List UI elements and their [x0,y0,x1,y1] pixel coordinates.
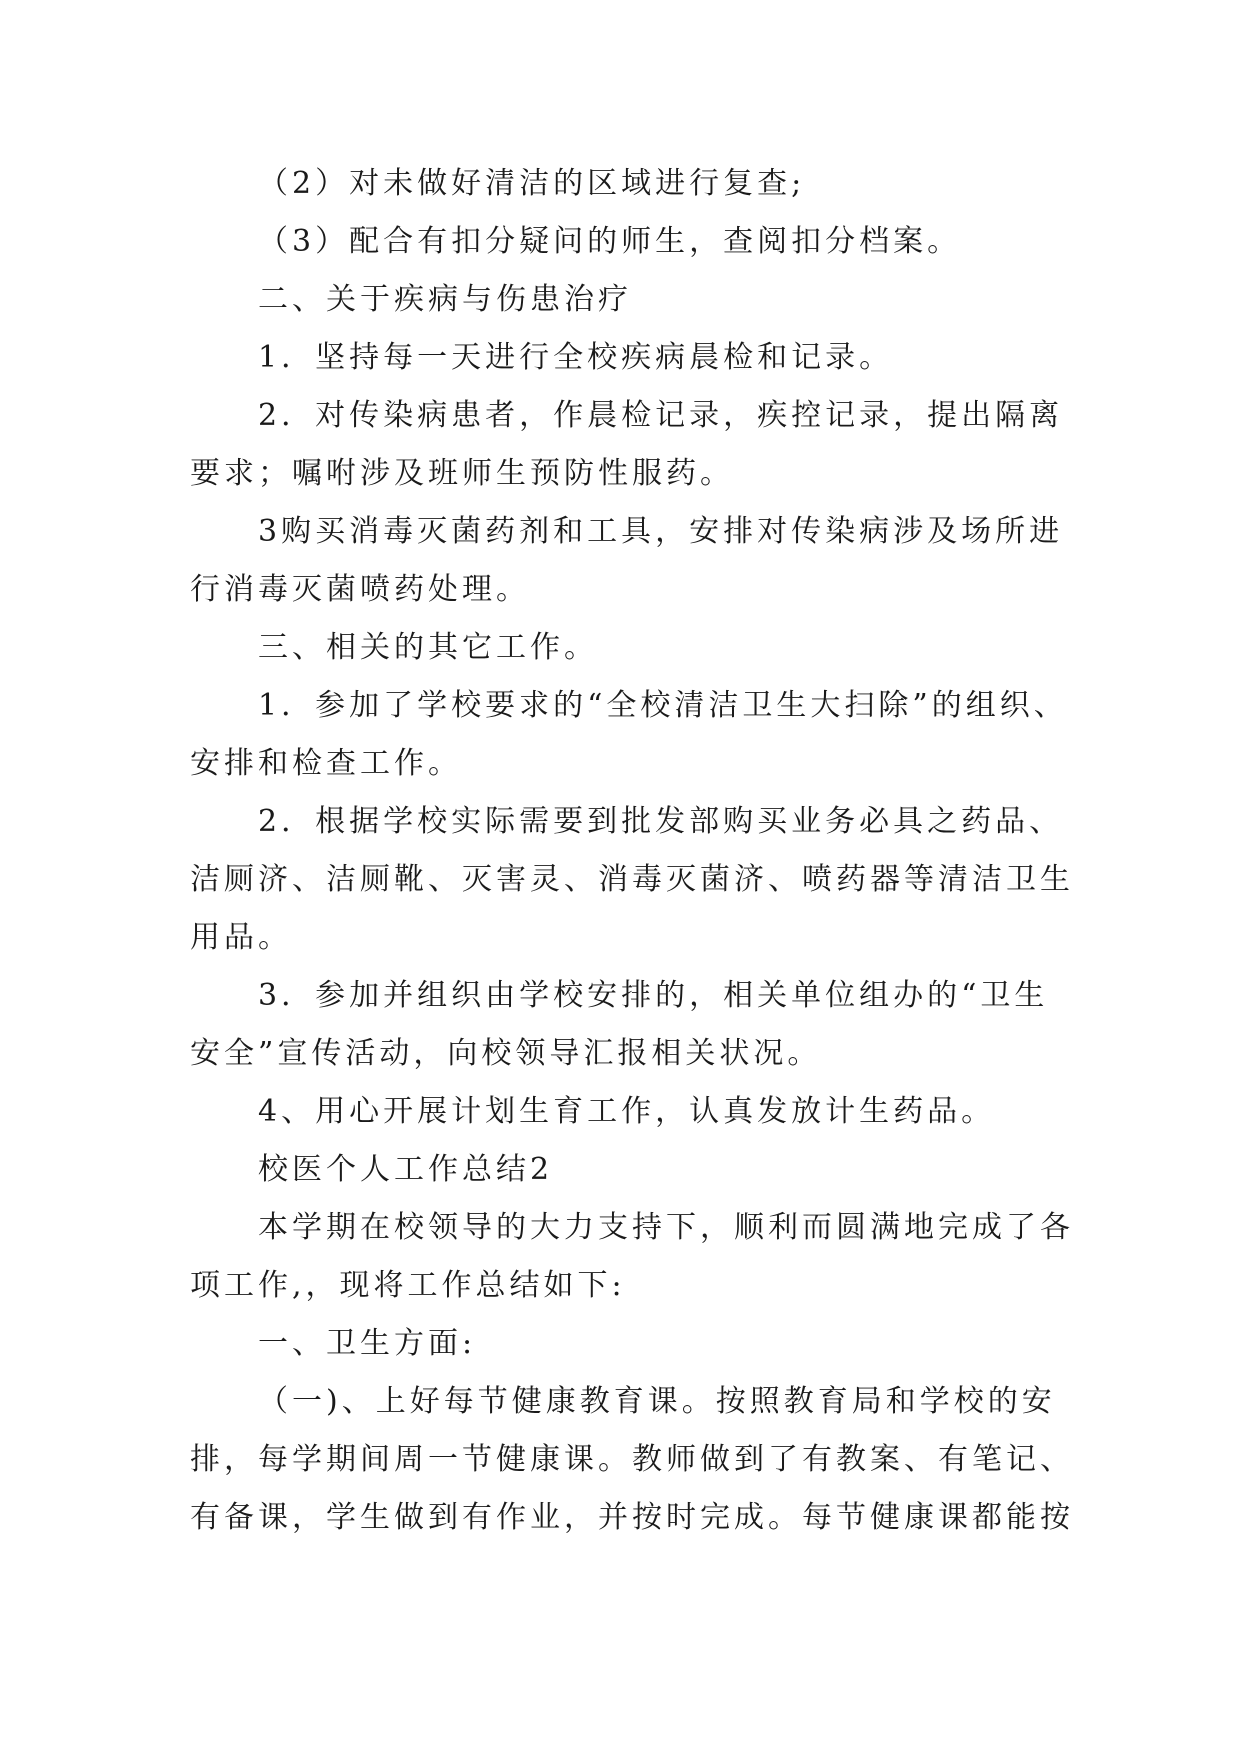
paragraph-line: 排，每学期间周一节健康课。教师做到了有教案、有笔记、 [190,1442,1074,1477]
section-heading: 三、相关的其它工作。 [258,630,598,665]
paragraph-line: 3．参加并组织由学校安排的，相关单位组办的“卫生 [258,978,1049,1013]
paragraph-line: 2．对传染病患者，作晨检记录，疾控记录，提出隔离 [258,398,1064,433]
paragraph-line: 洁厕济、洁厕靴、灭害灵、消毒灭菌济、喷药器等清洁卫生 [190,862,1074,897]
paragraph-line: 项工作,，现将工作总结如下: [190,1268,626,1303]
paragraph-line: 本学期在校领导的大力支持下，顺利而圆满地完成了各 [258,1210,1074,1245]
paragraph-line: （3）配合有扣分疑问的师生，查阅扣分档案。 [258,224,962,259]
paragraph-line: 3购买消毒灭菌药剂和工具，安排对传染病涉及场所进 [258,514,1064,549]
section-heading: 一、卫生方面: [258,1326,477,1361]
section-heading: 二、关于疾病与伤患治疗 [258,282,632,317]
paragraph-line: 有备课，学生做到有作业，并按时完成。每节健康课都能按 [190,1500,1074,1535]
paragraph-line: （一)、上好每节健康教育课。按照教育局和学校的安 [258,1384,1056,1419]
paragraph-line: 安全”宣传活动，向校领导汇报相关状况。 [190,1036,822,1071]
document-title: 校医个人工作总结2 [258,1152,554,1187]
paragraph-line: （2）对未做好清洁的区域进行复查; [258,166,806,201]
paragraph-line: 4、用心开展计划生育工作，认真发放计生药品。 [258,1094,996,1129]
paragraph-line: 2．根据学校实际需要到批发部购买业务必具之药品、 [258,804,1064,839]
paragraph-line: 1．参加了学校要求的“全校清洁卫生大扫除”的组织、 [258,688,1068,723]
paragraph-line: 要求；嘱咐涉及班师生预防性服药。 [190,456,734,491]
paragraph-line: 行消毒灭菌喷药处理。 [190,572,530,607]
paragraph-line: 安排和检查工作。 [190,746,462,781]
paragraph-line: 用品。 [190,920,292,955]
paragraph-line: 1．坚持每一天进行全校疾病晨检和记录。 [258,340,894,375]
